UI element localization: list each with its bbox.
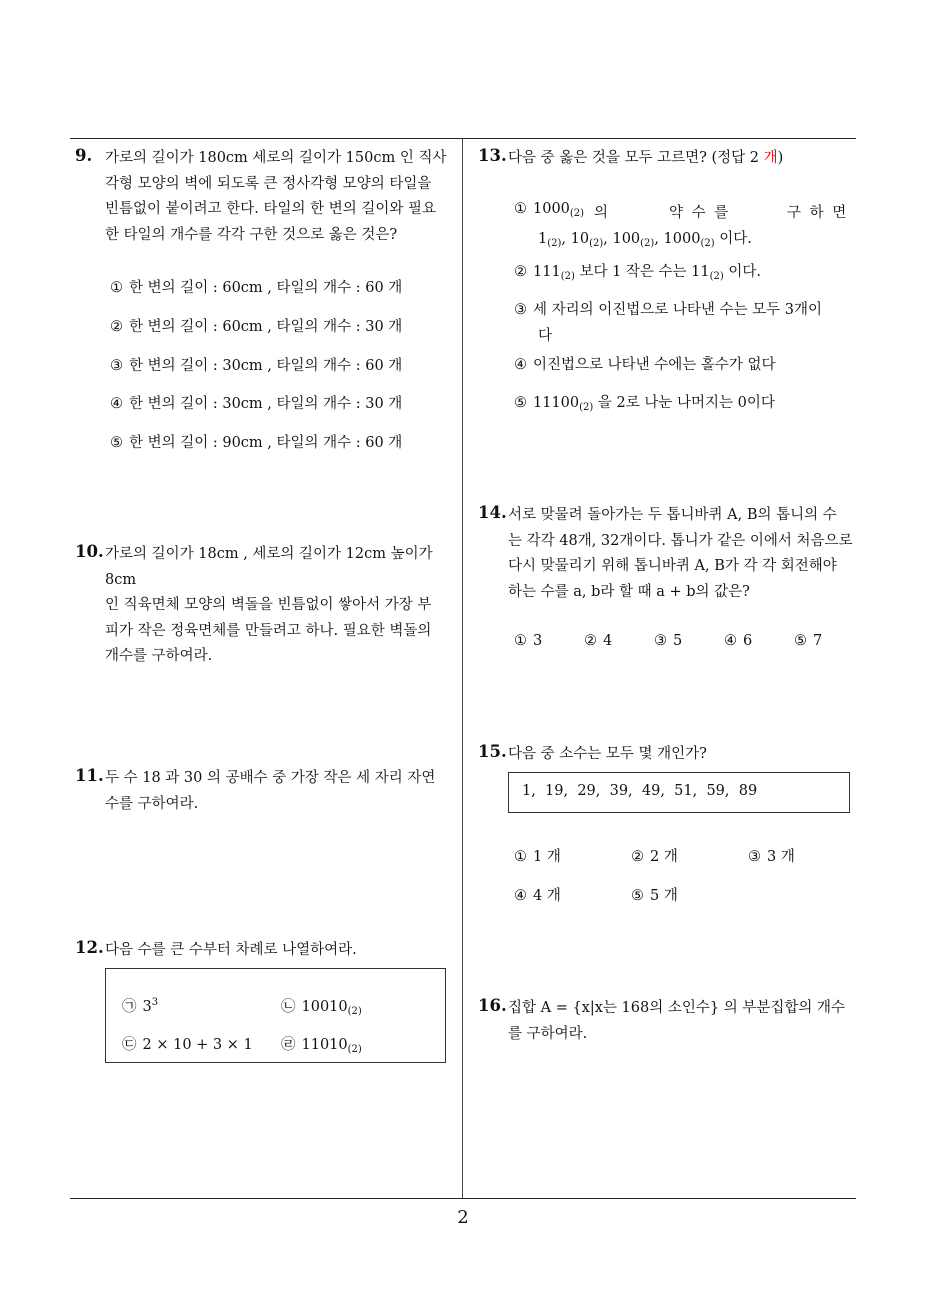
choice-2[interactable]: ② $111_{(2)}$ 보다 1 작은 수는 $11_{(2)}$ 이다. <box>514 264 762 282</box>
choice-5[interactable]: ⑤ 7 <box>794 633 823 649</box>
question-14 <box>478 503 863 605</box>
choice-5[interactable]: ⑤ 5 개 <box>631 888 678 904</box>
question-text <box>105 766 465 817</box>
question-number: 11. <box>75 766 104 785</box>
question-13 <box>478 146 863 172</box>
box-item: ㉣ $11010_{(2)}$ <box>281 1037 362 1055</box>
question-text: 다음 중 옳은 것을 모두 고르면? (정답 2 개) <box>508 150 784 166</box>
choice-1[interactable]: ① 3 <box>514 633 543 649</box>
question-12 <box>75 938 465 964</box>
question-number: 9. <box>75 146 93 165</box>
question-line: 를 구하여라. <box>508 1025 588 1042</box>
choice-1-continued: $1_{(2)}$, $10_{(2)}$, $100_{(2)}$, $1000_{(2)}$ 이다. <box>538 231 752 249</box>
question-text: 다음 중 소수는 모두 몇 개인가? <box>508 746 707 762</box>
question-line: 빈틈없이 붙이려고 한다. 타일의 한 변의 길이와 필요 <box>105 201 437 217</box>
question-10 <box>75 542 465 670</box>
choice-3[interactable]: ③ 한 변의 길이 : 30cm , 타일의 개수 : 60 개 <box>110 358 403 374</box>
choice-2[interactable]: ② 4 <box>584 633 613 649</box>
question-line: 가로의 길이가 180cm 세로의 길이가 150cm 인 직사 <box>105 150 447 166</box>
question-number: 13. <box>478 146 507 165</box>
question-line: 다시 맞물리기 위해 톱니바퀴 A, B가 각 각 회전해야 <box>508 558 837 574</box>
question-text <box>105 542 465 670</box>
question-text <box>508 996 863 1047</box>
box-item: ㉡ $10010_{(2)}$ <box>281 999 362 1017</box>
question-line: 인 직육면체 모양의 벽돌을 빈틈없이 쌓아서 가장 부 <box>105 597 432 613</box>
question-text <box>508 503 863 605</box>
question-line: 하는 수를 a, b라 할 때 a + b의 값은? <box>508 583 750 600</box>
question-line: 서로 맞물려 돌아가는 두 톱니바퀴 A, B의 톱니의 수 <box>508 507 837 523</box>
choice-5[interactable]: ⑤ 한 변의 길이 : 90cm , 타일의 개수 : 60 개 <box>110 435 403 451</box>
choice-4[interactable]: ④ 6 <box>724 633 753 649</box>
choice-1[interactable]: ① 1 개 <box>514 849 561 865</box>
choice-1[interactable]: ① $1000_{(2)}$ 의 약 수 를 구 하 면 <box>514 201 849 221</box>
question-line: 피가 작은 정육면체를 만들려고 하나. 필요한 벽돌의 <box>105 622 432 639</box>
question-number: 10. <box>75 542 104 561</box>
choice-4[interactable]: ④ 4 개 <box>514 888 561 904</box>
question-16 <box>478 996 863 1047</box>
choice-1[interactable]: ① 한 변의 길이 : 60cm , 타일의 개수 : 60 개 <box>110 280 403 296</box>
question-line: 각형 모양의 벽에 되도록 큰 정사각형 모양의 타일을 <box>105 175 432 192</box>
question-number: 15. <box>478 742 507 761</box>
number-list: 1, 19, 29, 39, 49, 51, 59, 89 <box>522 783 758 799</box>
choice-5[interactable]: ⑤ $11100_{(2)}$ 을 2로 나눈 나머지는 0이다 <box>514 395 775 413</box>
question-line: 수를 구하여라. <box>105 795 199 812</box>
question-15 <box>478 742 863 768</box>
choice-2[interactable]: ② 2 개 <box>631 849 678 865</box>
choice-3-continued: 다 <box>538 328 553 344</box>
question-text: 다음 수를 큰 수부터 차례로 나열하여라. <box>105 942 357 958</box>
page-number: 2 <box>457 1207 469 1228</box>
question-line: 한 타일의 개수를 각각 구한 것으로 옳은 것은? <box>105 226 398 243</box>
question-line: 두 수 18 과 30 의 공배수 중 가장 작은 세 자리 자연 <box>105 770 436 786</box>
question-line: 개수를 구하여라. <box>105 648 213 664</box>
question-number: 16. <box>478 996 507 1015</box>
question-11 <box>75 766 465 817</box>
choice-3[interactable]: ③ 5 <box>654 633 683 649</box>
question-9 <box>75 146 465 248</box>
question-line: 는 각각 48개, 32개이다. 톱니가 같은 이에서 처음으로 <box>508 532 853 549</box>
box-item: ㉠ $3^3$ <box>122 997 159 1015</box>
choice-4[interactable]: ④ 한 변의 길이 : 30cm , 타일의 개수 : 30 개 <box>110 396 403 412</box>
choice-3[interactable]: ③ 3 개 <box>748 849 795 865</box>
choice-2[interactable]: ② 한 변의 길이 : 60cm , 타일의 개수 : 30 개 <box>110 319 403 335</box>
top-rule <box>70 138 856 139</box>
question-line: 집합 A = {x|x는 168의 소인수} 의 부분집합의 개수 <box>508 1000 845 1016</box>
choice-4[interactable]: ④ 이진법으로 나타낸 수에는 홀수가 없다 <box>514 357 776 373</box>
question-number: 12. <box>75 938 104 957</box>
question-line: 가로의 길이가 18cm , 세로의 길이가 12cm 높이가 8cm <box>105 546 433 588</box>
box-item: ㉢ 2 × 10 + 3 × 1 <box>122 1037 253 1053</box>
question-text <box>105 146 465 248</box>
question-number: 14. <box>478 503 507 522</box>
choice-3[interactable]: ③ 세 자리의 이진법으로 나타낸 수는 모두 3개이 <box>514 302 823 318</box>
bottom-rule <box>70 1198 856 1199</box>
